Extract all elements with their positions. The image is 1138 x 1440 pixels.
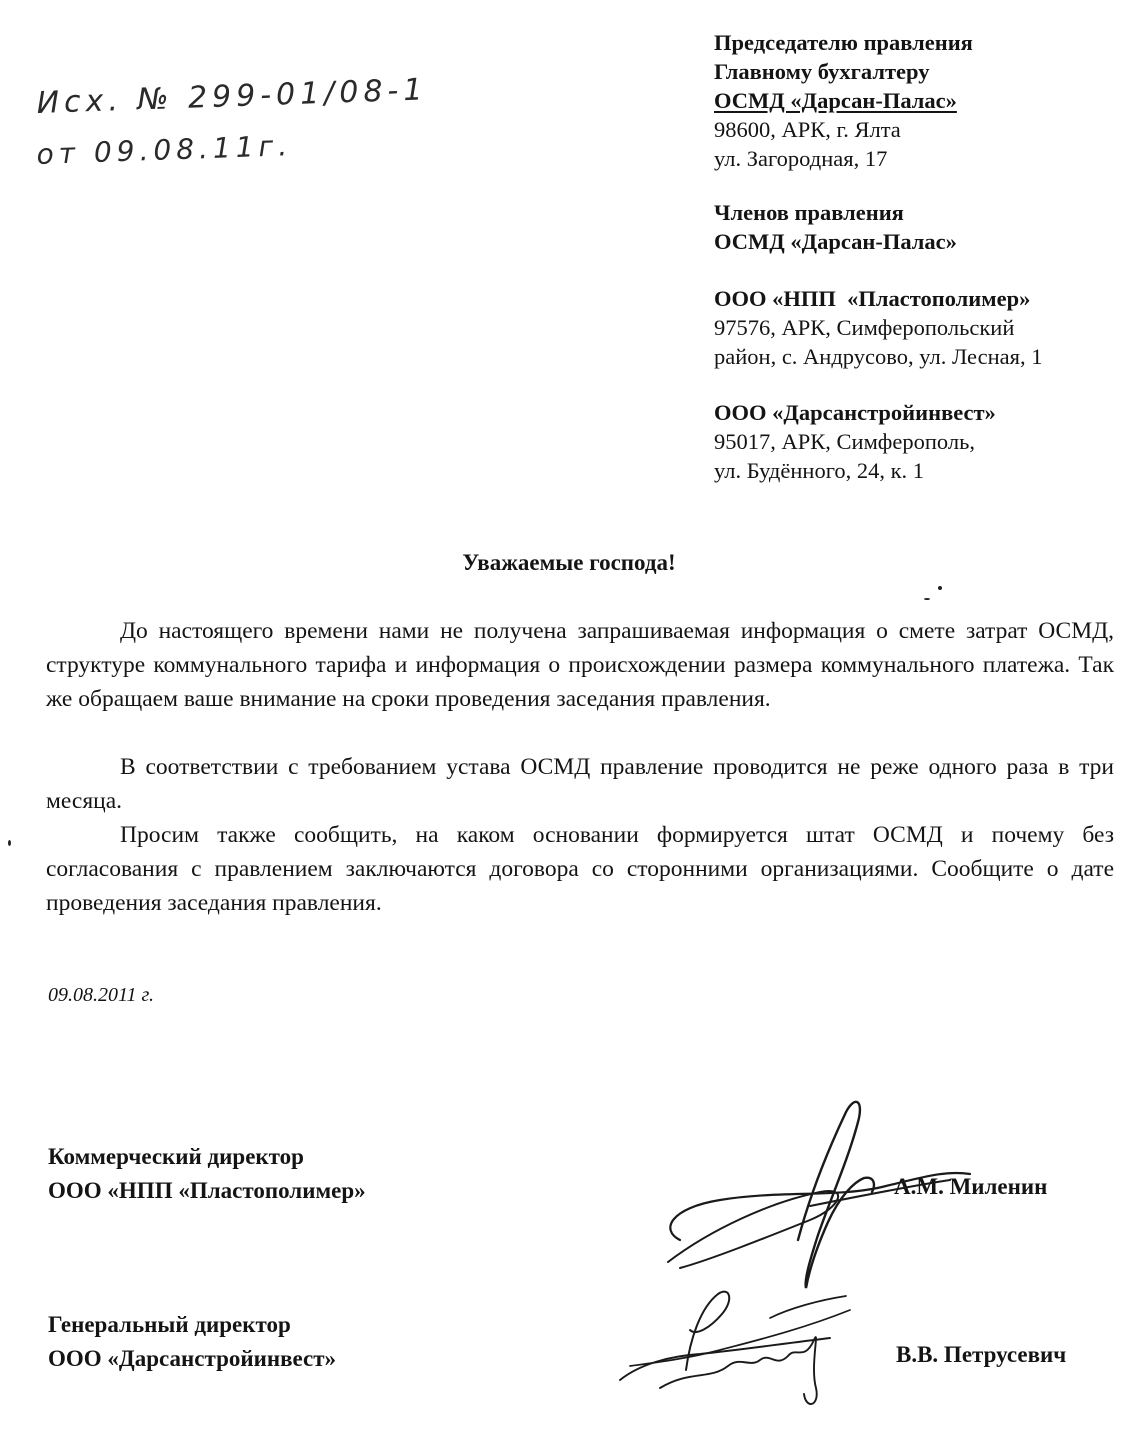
signatory-position: Генеральный директор (48, 1312, 291, 1337)
handwritten-outgoing-date: от 09.08.11г. (36, 129, 293, 171)
recipient-address: ул. Загородная, 17 (714, 146, 888, 171)
recipient-line: Членов правления (714, 200, 904, 225)
signatory-org: ООО «НПП «Пластополимер» (48, 1178, 366, 1203)
signatory-org: ООО «Дарсанстройинвест» (48, 1346, 337, 1371)
recipient-address: 95017, АРК, Симферополь, (714, 429, 975, 454)
recipient-address: район, с. Андрусово, ул. Лесная, 1 (714, 344, 1043, 369)
recipient-line: Председателю правления (714, 30, 973, 55)
greeting: Уважаемые господа! (462, 550, 676, 575)
signatory-name: А.М. Миленин (894, 1174, 1048, 1199)
scan-speck (924, 598, 930, 600)
recipient-org: ООО «НПП «Пластополимер» (714, 286, 1031, 311)
letter-date: 09.08.2011 г. (48, 984, 155, 1006)
body-paragraph-3: Просим также сообщить, на каком основании формируется штат ОСМД и почему без согласования с правлением заключаются договора со сторонними организациями. Сообщите о дате проведения заседания правления. (46, 822, 1114, 916)
handwritten-signature-petrusevich (600, 1270, 870, 1420)
handwritten-signature-milenin (650, 1090, 990, 1300)
recipient-address: ул. Будённого, 24, к. 1 (714, 458, 925, 483)
recipient-darsanstroy (714, 398, 996, 485)
recipient-board-members (714, 198, 957, 256)
recipient-org: ООО «Дарсанстройинвест» (714, 400, 996, 425)
scan-speck (938, 586, 942, 590)
recipient-address: 97576, АРК, Симферопольский (714, 315, 1015, 340)
recipient-org: ОСМД «Дарсан-Палас» (714, 88, 957, 113)
recipient-org: ОСМД «Дарсан-Палас» (714, 229, 957, 254)
recipient-plastopolimer (714, 284, 1042, 371)
signature-block-commercial-director (48, 1140, 366, 1208)
recipient-line: Главному бухгалтеру (714, 59, 930, 84)
signatory-position: Коммерческий директор (48, 1144, 304, 1169)
signature-block-general-director (48, 1308, 336, 1376)
scan-speck (8, 840, 11, 846)
signatory-name: В.В. Петрусевич (896, 1342, 1067, 1367)
handwritten-outgoing-number: Исх. № 299-01/08-1 (36, 72, 428, 121)
body-paragraph-2: В соответствии с требованием устава ОСМД правление проводится не реже одного раза в три месяца. (46, 754, 1114, 814)
recipient-board-chair (714, 28, 1047, 173)
recipient-address: 98600, АРК, г. Ялта (714, 117, 901, 142)
body-paragraph-1: До настоящего времени нами не получена запрашиваемая информация о смете затрат ОСМД, структуре коммунального тарифа и информация о происхождении размера коммунального платежа. Так же обращаем ваше внимание на сроки проведения заседания правления. (46, 618, 1114, 712)
